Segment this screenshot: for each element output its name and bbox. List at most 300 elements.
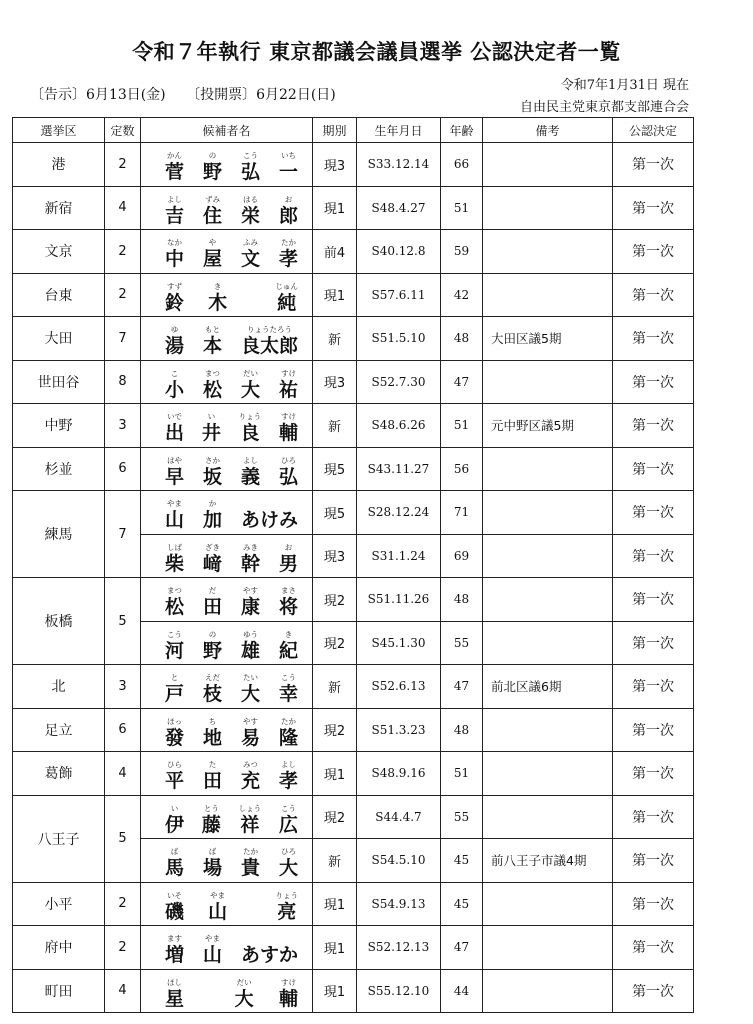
name-kanji: 良 [240,422,260,445]
name-kanji: 戸 [165,683,185,706]
notes-cell [483,273,613,317]
candidate-name-cell [141,665,313,709]
age-cell: 42 [441,273,483,317]
district-cell: 板橋 [13,578,105,665]
name-kanji: あすか [240,944,298,967]
candidate-name-cell [141,621,313,665]
table-row [13,230,694,274]
furigana: ひら [167,760,182,770]
table-row [13,752,694,796]
name-kanji: 将 [278,596,298,619]
district-cell: 港 [13,143,105,187]
birthdate-cell: S48.4.27 [357,186,441,230]
furigana: しょう [238,803,262,813]
birthdate-cell: S48.6.26 [357,404,441,448]
name-kanji: 山 [208,900,228,923]
birthdate-cell: S57.6.11 [357,273,441,317]
name-glyph [241,151,260,184]
candidate-name [141,275,312,315]
name-kanji: 馬 [165,857,185,880]
term-cell: 現3 [313,143,357,187]
name-kanji: 栄 [240,204,260,227]
table-row [13,795,694,839]
name-kanji: 義 [240,465,260,488]
furigana: たい [242,673,258,683]
name-glyph [165,804,184,837]
furigana: やす [242,716,258,726]
name-kanji: 隆 [278,726,298,749]
table-row [13,578,694,622]
candidate-name-cell [141,752,313,796]
district-cell: 文京 [13,230,105,274]
birthdate-cell: S54.5.10 [357,839,441,883]
name-glyph [279,760,298,793]
name-kanji: 幸 [278,683,298,706]
name-glyph [203,456,222,489]
table-row [13,143,694,187]
birthdate-cell: S40.12.8 [357,230,441,274]
name-glyph [241,499,298,532]
name-glyph [279,804,298,837]
age-cell: 47 [441,926,483,970]
seats-cell: 3 [105,665,141,709]
furigana: ち [208,716,217,726]
age-cell: 51 [441,186,483,230]
furigana: りょうたろう [246,325,292,335]
decision-cell: 第一次 [613,969,694,1013]
furigana: こう [280,803,296,813]
seats-cell: 2 [105,926,141,970]
furigana: だい [236,977,252,987]
term-cell: 現1 [313,186,357,230]
name-kanji: 平 [165,770,185,793]
seats-cell: 5 [105,578,141,665]
notes-cell: 前北区議6期 [483,665,613,709]
seats-cell: 7 [105,491,141,578]
table-row [13,273,694,317]
name-kanji: 田 [202,770,222,793]
name-glyph [203,195,222,228]
furigana: まつ [204,368,220,378]
seats-cell: 7 [105,317,141,361]
furigana: しば [167,542,182,552]
candidate-name-cell [141,969,313,1013]
table-row [13,926,694,970]
furigana: ます [167,934,182,944]
name-glyph [279,195,298,228]
name-kanji: 湯 [165,335,185,358]
notes-cell [483,447,613,491]
name-glyph [208,891,227,924]
notes-cell [483,534,613,578]
furigana: お [284,542,293,552]
seats-cell: 6 [105,447,141,491]
name-kanji: 文 [240,248,260,271]
table-row [13,404,694,448]
candidate-name [141,840,312,880]
name-kanji: 純 [277,291,297,314]
table-row [13,969,694,1013]
name-glyph [241,847,260,880]
furigana: の [208,151,217,161]
decision-cell: 第一次 [613,839,694,883]
name-glyph [203,325,222,358]
furigana: ば [208,847,217,857]
birthdate-cell: S51.3.23 [357,708,441,752]
name-kanji: 坂 [202,465,222,488]
age-cell: 47 [441,360,483,404]
furigana: すけ [280,368,296,378]
furigana: よし [167,194,182,204]
age-cell: 59 [441,230,483,274]
seats-cell: 2 [105,143,141,187]
notes-cell [483,969,613,1013]
name-kanji: 柴 [165,552,185,575]
age-cell: 48 [441,708,483,752]
name-glyph [203,673,222,706]
name-kanji: 井 [201,422,221,445]
furigana: ゆ [170,325,179,335]
candidate-name [141,492,312,532]
birthdate-cell: S52.6.13 [357,665,441,709]
age-cell: 55 [441,621,483,665]
candidate-name-cell [141,230,313,274]
decision-cell: 第一次 [613,360,694,404]
name-glyph [239,804,262,837]
notes-cell: 元中野区議5期 [483,404,613,448]
notes-cell [483,795,613,839]
notes-cell [483,926,613,970]
furigana: ほっ [167,716,182,726]
district-cell: 練馬 [13,491,105,578]
district-cell: 葛飾 [13,752,105,796]
name-glyph [165,282,184,315]
notes-cell [483,230,613,274]
name-glyph [165,369,184,402]
furigana: さか [204,455,220,465]
name-kanji: 山 [165,509,185,532]
seats-cell: 8 [105,360,141,404]
name-kanji: 弘 [278,465,298,488]
furigana: だ [208,586,217,596]
decision-cell: 第一次 [613,230,694,274]
as-of-date: 令和7年1月31日 現在 [560,78,689,93]
furigana: ふみ [242,238,258,248]
name-glyph [165,586,184,619]
candidate-name-cell [141,882,313,926]
name-glyph [203,934,222,967]
name-glyph [276,891,299,924]
decision-cell: 第一次 [613,404,694,448]
decision-cell: 第一次 [613,143,694,187]
name-kanji: あけみ [240,509,298,532]
age-cell: 51 [441,752,483,796]
term-cell: 新 [313,317,357,361]
notes-cell [483,186,613,230]
term-cell: 新 [313,404,357,448]
term-cell: 現5 [313,491,357,535]
notes-cell [483,752,613,796]
candidate-name-cell [141,578,313,622]
name-glyph [241,195,260,228]
notes-cell [483,708,613,752]
term-cell: 現1 [313,273,357,317]
name-glyph [241,760,260,793]
furigana: き [284,629,293,639]
candidate-name [141,710,312,750]
term-cell: 新 [313,665,357,709]
furigana: よし [242,455,258,465]
seats-cell: 4 [105,969,141,1013]
decision-cell: 第一次 [613,621,694,665]
name-glyph [241,630,260,663]
decision-cell: 第一次 [613,752,694,796]
furigana: ひろ [280,455,296,465]
district-cell: 北 [13,665,105,709]
decision-cell: 第一次 [613,926,694,970]
candidate-name [141,623,312,663]
decision-cell: 第一次 [613,186,694,230]
name-glyph [279,151,298,184]
name-glyph [165,978,184,1011]
decision-cell: 第一次 [613,534,694,578]
candidate-name [141,927,312,967]
furigana: はや [167,455,182,465]
candidate-name-cell [141,491,313,535]
furigana: えだ [204,673,220,683]
name-kanji: 男 [278,552,298,575]
furigana: こう [242,151,258,161]
candidate-name [141,405,312,445]
name-glyph [239,412,262,445]
furigana: ほし [167,977,182,987]
furigana: こ [170,368,179,378]
name-glyph [165,891,184,924]
term-cell: 現2 [313,578,357,622]
district-cell: 大田 [13,317,105,361]
name-glyph [203,238,222,271]
furigana: かん [167,151,182,161]
header-seats: 定数 [105,118,141,143]
header-term: 期別 [313,118,357,143]
header-district: 選挙区 [13,118,105,143]
name-glyph [279,847,298,880]
birthdate-cell: S28.12.24 [357,491,441,535]
term-cell: 現3 [313,360,357,404]
name-kanji: 場 [202,857,222,880]
furigana: りょう [238,412,262,422]
table-row [13,447,694,491]
seats-cell: 2 [105,230,141,274]
furigana: ば [170,847,179,857]
name-kanji: 紀 [278,639,298,662]
name-kanji: 康 [240,596,260,619]
candidate-name [141,971,312,1011]
name-glyph [165,673,184,706]
name-kanji: 野 [202,161,222,184]
seats-cell: 2 [105,273,141,317]
name-glyph [241,369,260,402]
furigana: すけ [280,977,296,987]
decision-cell: 第一次 [613,491,694,535]
name-glyph [203,369,222,402]
notes-cell [483,621,613,665]
age-cell: 48 [441,317,483,361]
name-glyph [165,630,184,663]
seats-cell: 4 [105,752,141,796]
furigana: お [284,194,293,204]
name-kanji: 加 [202,509,222,532]
district-cell: 新宿 [13,186,105,230]
furigana: まさ [280,586,296,596]
name-kanji: 大 [278,857,298,880]
furigana: ゆう [242,629,258,639]
name-glyph [165,412,184,445]
table-row [13,665,694,709]
birthdate-cell: S45.1.30 [357,621,441,665]
voting-date: 〔投開票〕6月22日(日) [186,87,336,103]
name-kanji: 﨑 [202,552,222,575]
name-kanji: 幹 [240,552,260,575]
birthdate-cell: S48.9.16 [357,752,441,796]
age-cell: 47 [441,665,483,709]
seats-cell: 3 [105,404,141,448]
district-cell: 町田 [13,969,105,1013]
header-age: 年齢 [441,118,483,143]
name-glyph [235,978,254,1011]
notes-cell [483,491,613,535]
name-glyph [241,456,260,489]
birthdate-cell: S51.11.26 [357,578,441,622]
announcement-date: 〔告示〕6月13日(金) [30,87,166,103]
name-glyph [241,543,260,576]
furigana: いち [280,151,296,161]
name-kanji: 増 [165,944,185,967]
name-glyph [165,195,184,228]
organization-name: 自由民主党東京都支部連合会 [519,100,689,115]
name-kanji: 藤 [201,813,221,836]
notes-cell [483,143,613,187]
age-cell: 44 [441,969,483,1013]
birthdate-cell: S44.4.7 [357,795,441,839]
seats-cell: 5 [105,795,141,882]
furigana: ざき [204,542,220,552]
name-glyph [202,412,221,445]
furigana: よし [280,760,296,770]
birthdate-cell: S33.12.14 [357,143,441,187]
furigana: いそ [167,890,182,900]
name-glyph [279,673,298,706]
birthdate-cell: S52.12.13 [357,926,441,970]
seats-cell: 2 [105,882,141,926]
candidate-name [141,231,312,271]
name-glyph [241,673,260,706]
name-glyph [203,847,222,880]
term-cell: 現5 [313,447,357,491]
term-cell: 現2 [313,708,357,752]
name-glyph [165,325,184,358]
furigana: すず [166,281,183,291]
birthdate-cell: S55.12.10 [357,969,441,1013]
name-glyph [165,151,184,184]
candidate-name [141,797,312,837]
seats-cell: 6 [105,708,141,752]
candidate-name [141,362,312,402]
name-glyph [203,717,222,750]
furigana: やす [242,586,258,596]
candidate-name-cell [141,926,313,970]
name-kanji: 大 [240,378,260,401]
candidate-name-cell [141,534,313,578]
term-cell: 現3 [313,534,357,578]
name-glyph [203,630,222,663]
furigana: ひろ [280,847,296,857]
furigana: やま [167,499,182,509]
birthdate-cell: S52.7.30 [357,360,441,404]
table-body [13,143,694,1013]
name-kanji: 發 [165,726,185,749]
term-cell: 現1 [313,969,357,1013]
name-glyph [203,499,222,532]
name-glyph [279,369,298,402]
age-cell: 66 [441,143,483,187]
name-kanji: 亮 [277,900,297,923]
name-kanji: 輔 [278,422,298,445]
header-notes: 備考 [483,118,613,143]
notes-cell [483,882,613,926]
name-kanji: 祐 [278,378,298,401]
age-cell: 55 [441,795,483,839]
header-birthdate: 生年月日 [357,118,441,143]
furigana: い [207,412,216,422]
name-kanji: 磯 [165,900,185,923]
name-kanji: 枝 [202,683,222,706]
name-glyph [165,238,184,271]
name-glyph [279,717,298,750]
name-kanji: 鈴 [165,291,185,314]
furigana: いで [167,412,182,422]
term-cell: 現1 [313,926,357,970]
candidate-name-cell [141,404,313,448]
candidate-name-cell [141,273,313,317]
notes-cell: 前八王子市議4期 [483,839,613,883]
furigana: た [208,760,217,770]
name-glyph [279,586,298,619]
furigana: すけ [280,412,296,422]
name-glyph [203,760,222,793]
name-kanji: 貴 [240,857,260,880]
decision-cell: 第一次 [613,273,694,317]
name-glyph [203,543,222,576]
name-glyph [165,934,184,967]
candidate-name-cell [141,186,313,230]
decision-cell: 第一次 [613,882,694,926]
name-glyph [165,499,184,532]
name-glyph [241,238,260,271]
name-kanji: 本 [202,335,222,358]
term-cell: 現2 [313,795,357,839]
name-kanji: 地 [202,726,222,749]
district-cell: 中野 [13,404,105,448]
furigana: まつ [167,586,182,596]
name-glyph [241,325,298,358]
furigana: じゅん [275,281,298,291]
notes-cell [483,360,613,404]
name-glyph [279,630,298,663]
name-glyph [279,978,298,1011]
name-kanji: 小 [165,378,185,401]
name-glyph [165,760,184,793]
